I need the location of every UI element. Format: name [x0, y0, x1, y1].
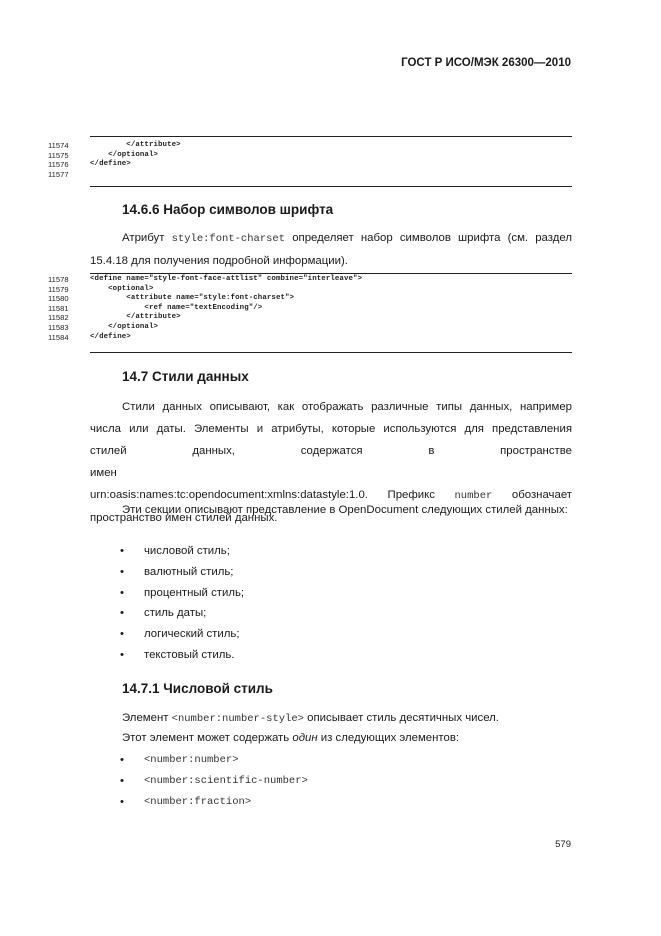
code-line — [48, 304, 578, 314]
paragraph-text: определяет набор символов шрифта (см. раздел 15.4.18 для получения подробной информации). — [90, 232, 572, 267]
code-line — [48, 151, 578, 161]
list-item-text: <number:fraction> — [144, 795, 252, 808]
bullet-icon: • — [120, 586, 124, 599]
code-line — [48, 333, 578, 343]
list-item-text: стиль даты; — [144, 607, 207, 620]
line-number: 11574 — [48, 141, 69, 150]
line-number: 11582 — [48, 313, 69, 323]
paragraph-text: Этот элемент может содержать — [122, 732, 290, 744]
list-item-text: текстовый стиль. — [144, 648, 235, 661]
paragraph-line: Стили данных описывают, как отображать различные типы данных, например — [122, 401, 572, 413]
list-item-text: логический стиль; — [144, 628, 240, 641]
paragraph-line: пространство имен стилей данных. — [90, 512, 278, 524]
code-text: <optional> — [90, 284, 154, 293]
bullet-icon: • — [120, 545, 124, 557]
namespace-text: urn:oasis:names:tc:opendocument:xmlns:datastyle:1.0. Префикс — [90, 489, 435, 501]
bullet-icon: • — [120, 648, 124, 661]
code-rule-bottom-1 — [90, 186, 572, 187]
line-number: 11583 — [48, 322, 69, 332]
section-title-14-7: 14.7 Стили данных — [122, 369, 249, 384]
code-text: <attribute name="style:font-charset"> — [90, 294, 295, 303]
list-item-text: валютный стиль; — [144, 565, 234, 578]
line-number: 11579 — [48, 284, 69, 294]
code-line — [48, 275, 578, 285]
line-number: 11584 — [48, 332, 69, 342]
paragraph-contains — [90, 727, 572, 749]
code-line — [48, 160, 578, 170]
code-text: <define name="style-font-face-attlist" combine="interleave"> — [90, 275, 363, 283]
list-item-text: числовой стиль; — [144, 545, 230, 557]
code-rule-top-2 — [90, 273, 572, 274]
code-line — [48, 170, 578, 180]
code-text: </optional> — [90, 322, 159, 331]
inline-code: <number:number-style> — [171, 713, 304, 725]
line-number: 11577 — [48, 169, 69, 179]
bullet-icon: • — [120, 795, 124, 808]
code-block-1 — [48, 141, 578, 179]
code-line — [48, 141, 578, 151]
bullet-icon: • — [120, 565, 124, 578]
code-text: </define> — [90, 332, 131, 341]
code-line — [48, 285, 578, 295]
emphasis-text: один — [292, 732, 318, 744]
code-text: <ref name="textEncoding"/> — [90, 303, 263, 312]
paragraph-line: числа или даты. Элементы и атрибуты, которые используются для представления — [90, 423, 572, 435]
paragraph-text: из следующих элементов: — [320, 732, 460, 744]
code-line — [48, 294, 578, 304]
paragraph-sections-intro: Эти секции описывают представление в OpenDocument следующих стилей данных: — [122, 504, 568, 516]
code-line — [48, 323, 578, 333]
bullet-icon: • — [120, 628, 124, 641]
line-number: 11578 — [48, 275, 69, 284]
bullet-icon: • — [120, 774, 124, 787]
list-item-text: процентный стиль; — [144, 586, 245, 599]
line-number: 11581 — [48, 303, 69, 313]
code-rule-top-1 — [90, 136, 572, 137]
code-text: </optional> — [90, 150, 159, 159]
paragraph-text: обозначает — [511, 489, 572, 501]
bullet-icon: • — [120, 754, 124, 766]
paragraph-text: Атрибут — [122, 232, 165, 244]
inline-code: style:font-charset — [171, 233, 286, 245]
code-text: </attribute> — [90, 313, 181, 322]
list-item-text: <number:number> — [144, 754, 239, 766]
code-text: </define> — [90, 160, 131, 169]
inline-code: number — [454, 490, 493, 502]
code-line — [48, 313, 578, 323]
code-block-2 — [48, 275, 578, 342]
code-text: </attribute> — [90, 141, 181, 149]
page-number: 579 — [555, 839, 571, 850]
list-item-text: <number:scientific-number> — [144, 774, 308, 787]
bullet-icon: • — [120, 607, 124, 620]
section-title-14-7-1: 14.7.1 Числовой стиль — [122, 681, 273, 696]
line-number: 11580 — [48, 294, 69, 304]
section-title-14-6-6: 14.6.6 Набор символов шрифта — [122, 202, 334, 217]
line-number: 11575 — [48, 150, 69, 160]
paragraph-font-charset — [90, 227, 572, 272]
paragraph-line: стилей данных, содержатся в пространстве имен — [90, 445, 572, 479]
line-number: 11576 — [48, 160, 69, 170]
document-header: ГОСТ Р ИСО/МЭК 26300—2010 — [401, 57, 571, 69]
code-rule-bottom-2 — [90, 352, 572, 353]
paragraph-text: описывает стиль десятичных чисел. — [307, 712, 499, 724]
paragraph-text: Элемент — [122, 712, 169, 724]
